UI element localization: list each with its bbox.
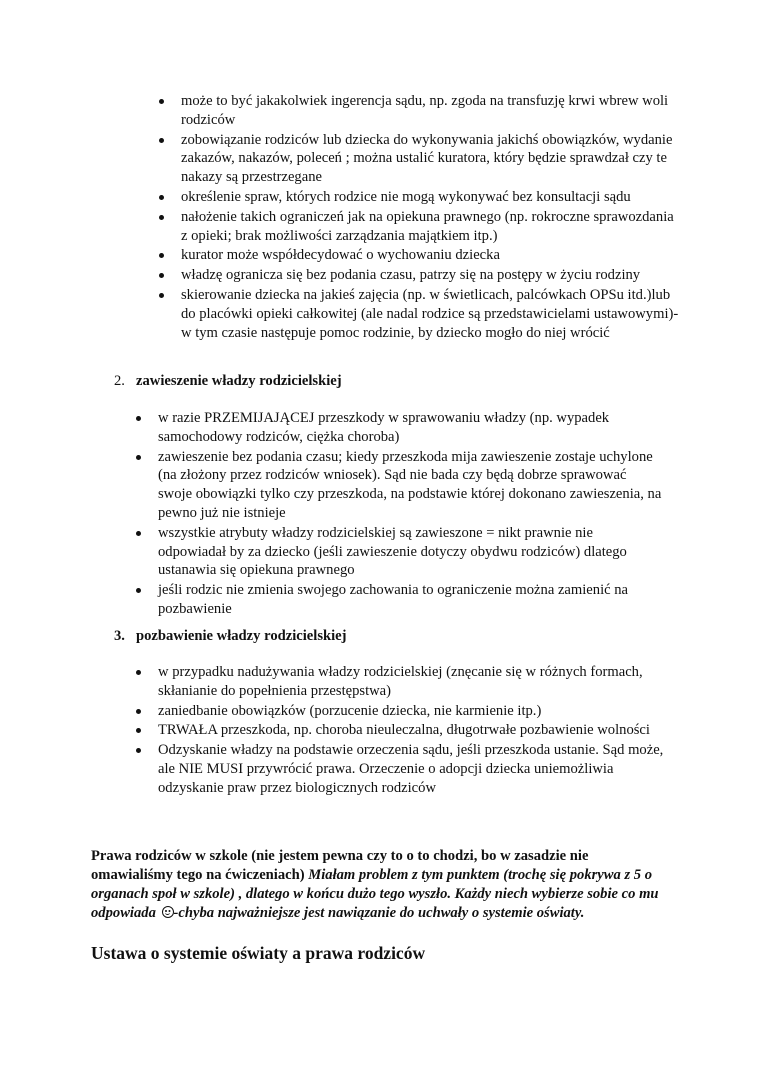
deprivation-list [158, 663, 668, 799]
list-item: TRWAŁA przeszkoda, np. choroba nieuleczalna, długotrwałe pozbawienie wolności [158, 721, 668, 740]
list-item: kurator może współdecydować o wychowaniu dziecka [181, 246, 681, 265]
list-item: nałożenie takich ograniczeń jak na opiekuna prawnego (np. rokroczne sprawozdania z opieki; brak możliwości zarządzania majątkiem itp.) [181, 208, 681, 246]
list-item: w przypadku nadużywania władzy rodzicielskiej (znęcanie się w różnych formach, skłanianie do popełnienia przestępstwa) [158, 663, 668, 701]
bullet-icon [136, 531, 141, 536]
bullet-icon [136, 416, 141, 421]
list-item: jeśli rodzic nie zmienia swojego zachowania to ograniczenie można zamienić na pozbawienie [158, 581, 663, 619]
section-number: 3. [114, 628, 125, 644]
section-heading-deprivation [114, 627, 347, 646]
list-item: w razie PRZEMIJAJĄCEJ przeszkody w sprawowaniu władzy (np. wypadek samochodowy rodziców, ciężka choroba) [158, 409, 663, 447]
bullet-icon [136, 748, 141, 753]
section-title: Ustawa o systemie oświaty a prawa rodziców [91, 943, 426, 963]
bullet-icon [159, 273, 164, 278]
note-italic-text: Miałam problem z tym punktem (trochę się pokrywa z 5 o organach społ w szkole) , dlatego w końcu dużo tego wyszło. Każdy niech wybierze sobie co mu odpowiada [91, 867, 659, 921]
suspension-list [158, 409, 663, 620]
list-item: zawieszenie bez podania czasu; kiedy przeszkoda mija zawieszenie zostaje uchylone (na złożony przez rodziców wniosek). Sąd nie bada czy będą dobrze sprawować swoje obowiązki tylko czy przeszkoda, na podstawie której dokonano zawieszenia, na pewno już nie istnieje [158, 448, 663, 523]
bullet-icon [136, 455, 141, 460]
list-item: skierowanie dziecka na jakieś zajęcia (np. w świetlicach, palcówkach OPSu itd.)lub do placówki opieki całkowitej (ale nadal rodzice są przedstawicielami ustawowymi)- w tym czasie następuje pomoc rodzinie, by dziecko mogło do niej wrócić [181, 286, 681, 342]
note-bold-text: Prawa rodziców w szkole (nie jestem pewna czy to o to chodzi, bo w zasadzie nie omawialiśmy tego na ćwiczeniach) [91, 848, 589, 883]
list-item: zobowiązanie rodziców lub dziecka do wykonywania jakichś obowiązków, wydanie zakazów, nakazów, poleceń ; można ustalić kuratora, który będzie sprawdzał czy te nakazy są przestrzegane [181, 131, 681, 187]
list-item: Odzyskanie władzy na podstawie orzeczenia sądu, jeśli przeszkoda ustanie. Sąd może, ale NIE MUSI przywrócić prawa. Orzeczenie o adopcji dziecka uniemożliwia odzyskanie praw przez biologicznych rodziców [158, 741, 668, 797]
list-item: może to być jakakolwiek ingerencja sądu, np. zgoda na transfuzję krwi wbrew woli rodziców [181, 92, 681, 130]
bullet-icon [136, 728, 141, 733]
school-rights-note [91, 847, 671, 923]
list-item: określenie spraw, których rodzice nie mogą wykonywać bez konsultacji sądu [181, 188, 681, 207]
note-italic-tail: -chyba najważniejsze jest nawiązanie do uchwały o systemie oświaty. [173, 905, 585, 921]
restriction-list [181, 92, 681, 343]
bullet-icon [159, 138, 164, 143]
bullet-icon [159, 195, 164, 200]
section-heading-suspension [114, 372, 342, 391]
bullet-icon [159, 293, 164, 298]
list-item: zaniedbanie obowiązków (porzucenie dziecka, nie karmienie itp.) [158, 702, 668, 721]
bullet-icon [136, 709, 141, 714]
bullet-icon [136, 670, 141, 675]
bullet-icon [159, 215, 164, 220]
list-item: wszystkie atrybuty władzy rodzicielskiej są zawieszone = nikt prawnie nie odpowiadał by za dziecko (jeśli zawieszenie dotyczy obydwu rodziców) dlatego ustanawia się opiekuna prawnego [158, 524, 663, 580]
list-item: władzę ogranicza się bez podania czasu, patrzy się na postępy w życiu rodziny [181, 266, 681, 285]
bullet-icon [159, 253, 164, 258]
bullet-icon [159, 99, 164, 104]
section-heading-text: zawieszenie władzy rodzicielskiej [136, 373, 342, 389]
bullet-icon [136, 588, 141, 593]
smiley-icon [162, 906, 174, 918]
section-heading-text: pozbawienie władzy rodzicielskiej [136, 628, 347, 644]
section-number: 2. [114, 373, 125, 389]
